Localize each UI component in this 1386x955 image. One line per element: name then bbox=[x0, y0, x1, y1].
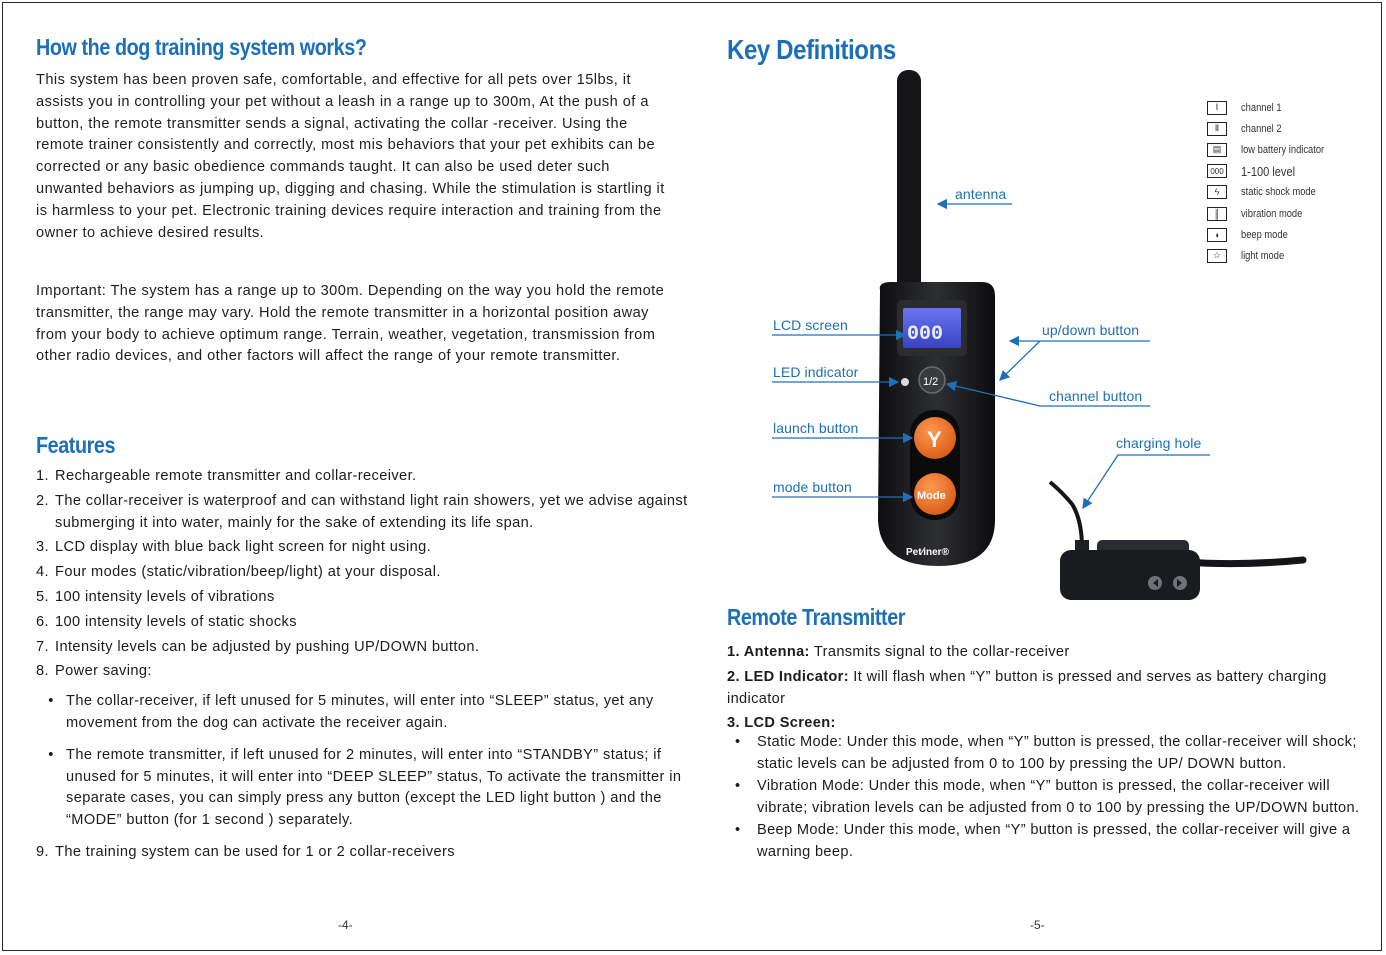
lcd-mode-item: • Vibration Mode: Under this mode, when “Y” button is pressed, the collar-receiver will vibrate; vibration levels can be adjusted from 0 to 100 by pressing the UP/DOWN button. bbox=[735, 776, 1362, 820]
lcd-screen-label: LCD screen bbox=[773, 317, 848, 333]
legend-row: ║ vibration mode bbox=[1207, 203, 1339, 224]
legend-row: 000 1-100 level bbox=[1207, 161, 1339, 182]
legend-row: ▤ low battery indicator bbox=[1207, 139, 1339, 160]
bullet-dot-icon: • bbox=[735, 777, 741, 794]
list-item: 2. The collar-receiver is waterproof and can withstand light rain showers, yet we advise against submerging it into water, mainly for the sake of extending its life span. bbox=[36, 492, 688, 531]
channel-button-label: channel button bbox=[1049, 388, 1143, 404]
page-number: -4- bbox=[338, 918, 353, 932]
remote-transmitter-heading: Remote Transmitter bbox=[727, 604, 906, 630]
bullet-dot-icon: • bbox=[735, 734, 741, 751]
page-number: -5- bbox=[1030, 918, 1045, 932]
how-it-works-heading: How the dog training system works? bbox=[36, 34, 367, 60]
y-key-label: Y bbox=[927, 427, 942, 452]
launch-button-label: launch button bbox=[773, 420, 859, 436]
list-item: 1. Rechargeable remote transmitter and collar-receiver. bbox=[36, 468, 417, 484]
static-shock-icon: ϟ bbox=[1207, 185, 1227, 199]
channel-2-icon: Ⅱ bbox=[1207, 122, 1227, 136]
list-item: 1. Antenna: Transmits signal to the collar-receiver bbox=[727, 644, 1070, 660]
channel-key-label: 1/2 bbox=[923, 376, 939, 388]
key-definitions-heading: Key Definitions bbox=[727, 34, 896, 65]
important-paragraph: Important: The system has a range up to 300m. Depending on the way you hold the remote transmitter, the range may vary. Hold the remote transmitter in a horizontal position away from your body to achieve optimum range. Terrain, weather, vegetation, transmission from other radio devices, and other factors will affect the range of your remote transmitter. bbox=[36, 283, 665, 365]
list-item: 8. Power saving: bbox=[36, 663, 152, 680]
charging-hole-label: charging hole bbox=[1116, 435, 1202, 451]
beep-icon: ◖ bbox=[1207, 228, 1227, 242]
light-icon: ☆ bbox=[1207, 249, 1227, 263]
brand-logo: Pet∕iner® bbox=[906, 547, 949, 558]
led-indicator-label: LED indicator bbox=[773, 364, 859, 380]
legend-row: Ⅱ channel 2 bbox=[1207, 118, 1339, 139]
lcd-icon-legend bbox=[1207, 97, 1339, 267]
list-item: 4. Four modes (static/vibration/beep/light) at your disposal. bbox=[36, 564, 441, 581]
led-indicator bbox=[901, 378, 909, 386]
list-item: 3. LCD Screen: bbox=[727, 715, 836, 732]
list-item: 7. Intensity levels can be adjusted by pushing UP/DOWN button. bbox=[36, 638, 480, 655]
list-item: 3. LCD display with blue back light screen for night using. bbox=[36, 539, 432, 556]
legend-row: ϟ static shock mode bbox=[1207, 182, 1339, 203]
lcd-mode-item: • Beep Mode: Under this mode, when “Y” button is pressed, the collar-receiver will give a warning beep. bbox=[735, 820, 1362, 864]
mode-button-label: mode button bbox=[773, 479, 852, 495]
list-item: 2. LED Indicator: It will flash when “Y” button is pressed and serves as battery charging indicator bbox=[727, 668, 1327, 707]
legend-row: ☆ light mode bbox=[1207, 245, 1339, 266]
remote-transmitter-list bbox=[727, 642, 1362, 864]
legend-row: Ⅰ channel 1 bbox=[1207, 97, 1339, 118]
mode-key-label: Mode bbox=[917, 490, 946, 502]
features-heading: Features bbox=[36, 432, 116, 458]
collar-receiver bbox=[1060, 550, 1200, 600]
list-item: 5. 100 intensity levels of vibrations bbox=[36, 588, 275, 605]
collar-strap bbox=[1186, 560, 1303, 564]
intro-paragraph: This system has been proven safe, comfortable, and effective for all pets over 15lbs, it assists you in controlling your pet without a leash in a range up to 300m, At the push of a button, the remote transmitter sends a signal, activating the collar -receiver. Using the remote trainer consistently and correctly, most mis behaviors that your pet exhibits can be corrected or any basic obedience commands taught. It can also be used deter such unwanted behaviors as jumping up, digging and chasing. While the stimulation is startling it is harmless to your pet. Electronic training devices require interaction and training from the owner to achieve desired results. bbox=[36, 72, 665, 241]
antenna-label: antenna bbox=[955, 186, 1007, 202]
low-battery-icon: ▤ bbox=[1207, 143, 1227, 157]
antenna-part bbox=[897, 70, 921, 292]
legend-row: ◖ beep mode bbox=[1207, 224, 1339, 245]
bullet-dot-icon: • bbox=[48, 746, 54, 763]
lcd-digits: 000 bbox=[907, 323, 944, 346]
lcd-mode-item: • Static Mode: Under this mode, when “Y” button is pressed, the collar-receiver will shock; static levels can be adjusted from 0 to 100 by pressing the UP/ DOWN button. bbox=[735, 732, 1362, 776]
bullet-item: • The collar-receiver, if left unused for 5 minutes, will enter into “SLEEP” status, yet any movement from the dog can activate the receiver again. bbox=[36, 691, 696, 735]
list-item: 9. The training system can be used for 1 or 2 collar-receivers bbox=[36, 843, 455, 860]
up-down-button-label: up/down button bbox=[1042, 322, 1140, 338]
level-digits-icon: 000 bbox=[1207, 164, 1227, 178]
bullet-item: • The remote transmitter, if left unused for 2 minutes, will enter into “STANDBY” status; if unused for 5 minutes, it will enter into “DEEP SLEEP” status, To activate the transmitter in separate cases, you can simply press any button (except the LED light button ) and the “MODE” button (for 1 second ) separately. bbox=[36, 745, 696, 832]
vibration-icon: ║ bbox=[1207, 207, 1227, 221]
list-item: 6. 100 intensity levels of static shocks bbox=[36, 613, 297, 630]
bullet-dot-icon: • bbox=[735, 822, 741, 839]
bullet-dot-icon: • bbox=[48, 693, 54, 710]
channel-1-icon: Ⅰ bbox=[1207, 101, 1227, 115]
